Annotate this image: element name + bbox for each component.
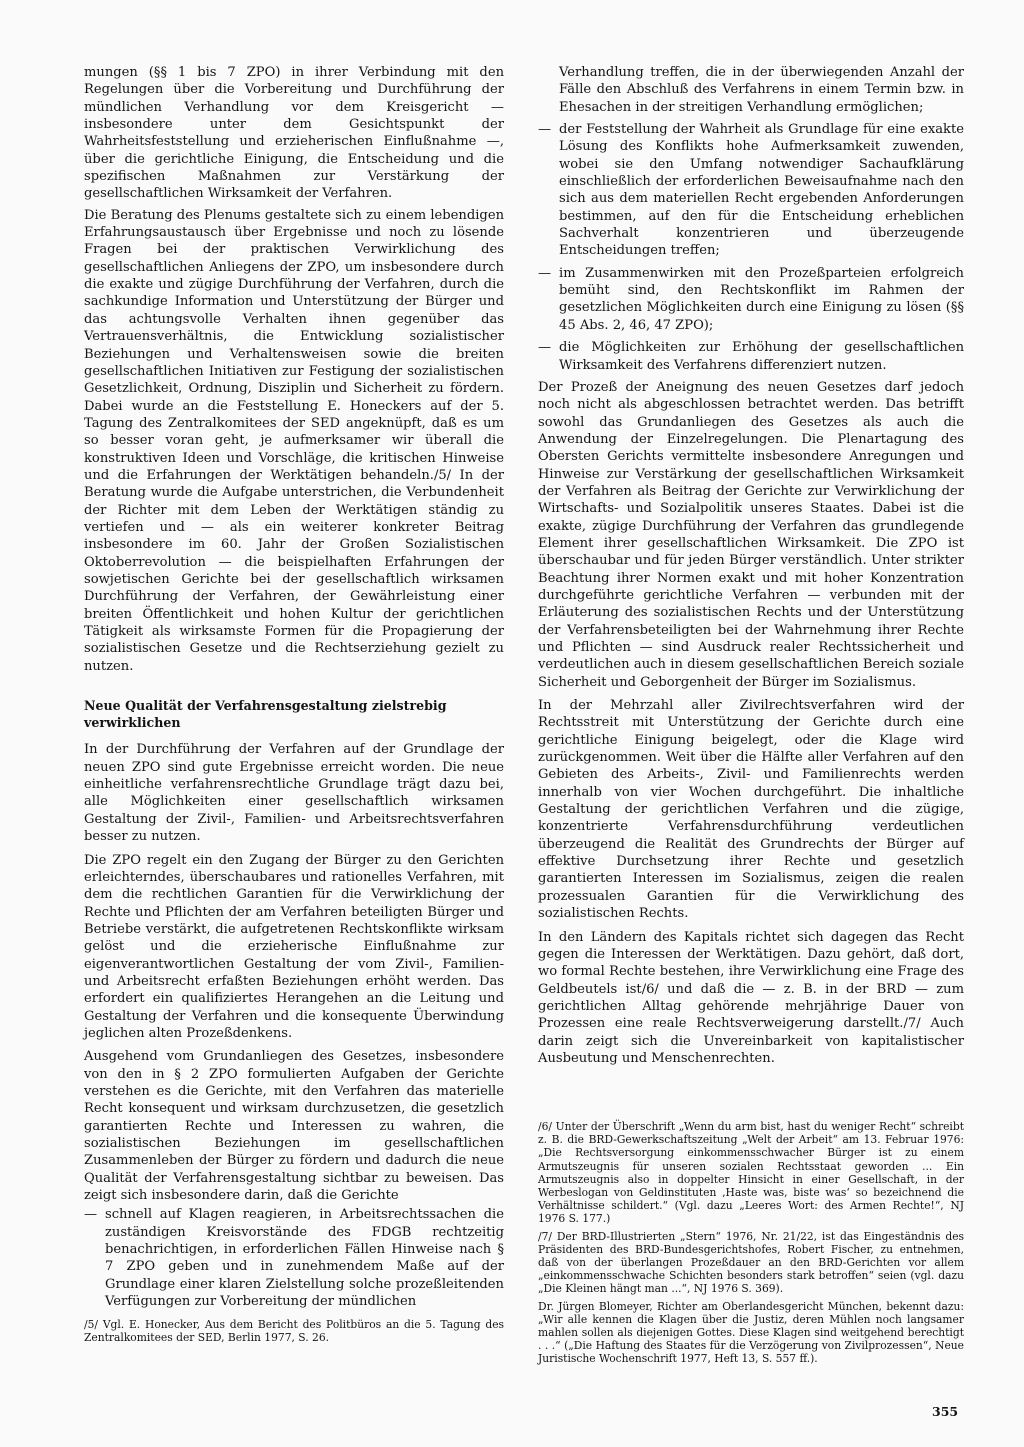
bullet-item: — die Möglichkeiten zur Erhöhung der gesellschaftlichen Wirksamkeit des Verfahrens differenziert nutzen. — [538, 339, 964, 374]
right-paragraph-1: Der Prozeß der Aneignung des neuen Gesetzes darf jedoch noch nicht als abgeschlossen betrachtet werden. Das betrifft sowohl das Grundanliegen des Gesetzes als auch die Anwendung der Einzelregelungen. Die Plenartagung des Obersten Gerichts vermittelte insbesondere Anregungen und Hinweise zur Verstärkung der gesellschaftlichen Wirksamkeit der Verfahren als Beitrag der Gerichte zur Verwirklichung der Wirtschafts- und Sozialpolitik unseres Staates. Dabei ist die exakte, zügige Durchführung der Verfahren das grundlegende Element ihrer gesellschaftlichen Wirksamkeit. Die ZPO ist überschaubar und für jeden Bürger verständlich. Unter strikter Beachtung ihrer Normen exakt und mit hoher Konzentration durchgeführte gerichtliche Verfahren — verbunden mit der Erläuterung des sozialistischen Rechts und der Unterstützung der Verfahrensbeteiligten bei der Wahrnehmung ihrer Rechte und Pflichten — sind Ausdruck realer Rechtssicherheit und verdeutlichen auch in diesem gesellschaftlichen Bereich soziale Sicherheit und Geborgenheit der Bürger im Sozialismus. — [538, 379, 964, 690]
left-paragraph-1: mungen (§§ 1 bis 7 ZPO) in ihrer Verbindung mit den Regelungen über die Vorbereitung und Durchführung der mündlichen Verhandlung vor dem Kreisgericht — insbesondere unter dem Gesichtspunkt der Wahrheitsfeststellung und erzieherischen Einflußnahme —, über die gerichtliche Einigung, die Entscheidung und die spezifischen Maßnahmen zur Verstärkung der gesellschaftlichen Wirksamkeit der Verfahren. — [84, 65, 504, 202]
left-bullet-list — [84, 1206, 504, 1310]
bullet-item: — der Feststellung der Wahrheit als Grundlage für eine exakte Lösung des Konflikts hohe Aufmerksamkeit zuwenden, wobei sie den Umfang notwendiger Sachaufklärung einschließlich der erforderlichen Beweisaufnahme nach den sich aus dem materiellen Recht ergebenden Anforderungen bestimmen, auf den für die Entscheidung erheblichen Sachverhalt konzentrieren und überzeugende Entscheidungen treffen; — [538, 121, 964, 260]
right-column — [538, 64, 964, 1069]
right-paragraph-2: In der Mehrzahl aller Zivilrechtsverfahren wird der Rechtsstreit mit Unterstützung der Gerichte durch eine gerichtliche Einigung beigelegt, oder die Klage wird zurückgenommen. Weit über die Hälfte aller Verfahren auf den Gebieten des Arbeits-, Zivil- und Familienrechts werden innerhalb von vier Wochen durchgeführt. Die inhaltliche Gestaltung der gerichtlichen Verfahren und die zügige, konzentrierte Verfahrensdurchführung verdeutlichen überzeugend die Realität des Grundrechts der Bürger auf effektive Durchsetzung ihrer Rechte und gesetzlich garantierten Interessen im Sozialismus, zeigen die realen prozessualen Garantien für die Verwirklichung des sozialistischen Rechts. — [538, 698, 964, 922]
footnote-6: /6/ Unter der Überschrift „Wenn du arm bist, hast du weniger Recht“ schreibt z. B. die BRD-Gewerkschaftszeitung „Welt der Arbeit“ am 13. Februar 1976: „Die Rechtsversorgung einkommensschwacher Bürger ist zu einem Armutszeugnis für unseren sozialen Rechtsstaat geworden ... Ein Armutszeugnis also in doppelter Hinsicht in einer Gesellschaft, in der Werbeslogan von Geldinstituten ‚Haste was, biste was‘ so bezeichnend die Verhältnisse schildert.“ (Vgl. dazu „Leeres Wort: des Armen Rechte!“, NJ 1976 S. 177.) — [538, 1120, 964, 1226]
footnote-5 — [84, 1318, 504, 1348]
bullet-item: — schnell auf Klagen reagieren, in Arbeitsrechtssachen die zuständigen Kreisvorstände des FDGB rechtzeitig benachrichtigen, in erforderlichen Fällen Hinweise nach § 7 ZPO geben und in zunehmendem Maße auf der Grundlage einer klaren Zielstellung solche prozeßleitenden Verfügungen zur Vorbereitung der mündlichen — [84, 1206, 504, 1310]
footnotes — [538, 1120, 964, 1370]
footnote-8: Dr. Jürgen Blomeyer, Richter am Oberlandesgericht München, bekennt dazu: „Wir alle kennen die Klagen über die Justiz, deren Mühlen noch langsamer mahlen sollen als diejenigen Gottes. Diese Klagen sind weitgehend berechtigt . . .“ („Die Haftung des Staates für die Verzögerung von Zivilprozessen“, Neue Juristische Wochenschrift 1977, Heft 13, S. 557 ff.). — [538, 1299, 964, 1366]
left-column — [84, 64, 504, 1315]
section-heading: Neue Qualität der Verfahrensgestaltung zielstrebig verwirklichen — [84, 698, 447, 731]
right-paragraph-3: In den Ländern des Kapitals richtet sich dagegen das Recht gegen die Interessen der Werktätigen. Dazu gehört, daß dort, wo formal Rechte bestehen, ihre Verwirklichung eine Frage des Geldbeutels ist/6/ und daß die — z. B. in der BRD — zum gerichtlichen Alltag gehörende mehrjährige Dauer von Prozessen eine reale Rechtsverweigerung darstellt./7/ Auch darin zeigt sich die Unvereinbarkeit von kapitalistischer Ausbeutung und Menschenrechten. — [538, 929, 964, 1066]
page-number: 355 — [932, 1404, 959, 1419]
footnote-7: /7/ Der BRD-Illustrierten „Stern“ 1976, Nr. 21/22, ist das Eingeständnis des Präsidenten des BRD-Bundesgerichtshofes, Robert Fischer, zu entnehmen, daß von der überlangen Prozeßdauer an den BRD-Gerichten vor allem „einkommensschwache Schichten besonders stark betroffen“ seien (vgl. dazu „Die Kleinen hängt man ...“, NJ 1976 S. 369). — [538, 1229, 964, 1296]
left-paragraph-5: Ausgehend vom Grundanliegen des Gesetzes, insbesondere von den in § 2 ZPO formulierten Aufgaben der Gerichte verstehen es die Gerichte, mit den Verfahren das materielle Recht konsequent und wirksam durchzusetzen, die gesetzlich garantierten Rechte und Interessen zu wahren, die sozialistischen Beziehungen im gesellschaftlichen Zusammenleben der Bürger zu fördern und dadurch die neue Qualität der Verfahrensgestaltung sichtbar zu beweisen. Das zeigt sich insbesondere darin, daß die Gerichte — [84, 1049, 504, 1204]
left-paragraph-2: Die Beratung des Plenums gestaltete sich zu einem lebendigen Erfahrungsaustausch über Ergebnisse und noch zu lösende Fragen bei der praktischen Verwirklichung des gesellschaftlichen Anliegens der ZPO, um insbesondere durch die exakte und zügige Durchführung der Verfahren, durch die sachkundige Information und Unterstützung der Bürger und das achtungsvolle Verhalten ihnen gegenüber das Vertrauensverhältnis, die Entwicklung sozialistischer Beziehungen und Verhaltensweisen sowie die breiten gesellschaftlichen Initiativen zur Festigung der sozialistischen Gesetzlichkeit, Ordnung, Disziplin und Sicherheit zu fördern. Dabei wurde an die Feststellung E. Honeckers auf der 5. Tagung des Zentralkomitees der SED angeknüpft, daß es um so besser voran geht, je aufmerksamer wir überall die konstruktiven Ideen und Vorschläge, die kritischen Hinweise und die Erfahrungen der Werktätigen behandeln./5/ In der Beratung wurde die Aufgabe unterstrichen, die Verbundenheit der Richter mit dem Leben der Werktätigen ständig zu vertiefen und — als ein weiterer konkreter Beitrag insbesondere im 60. Jahr der Großen Sozialistischen Oktoberrevolution — die beispielhaften Erfahrungen der sowjetischen Gerichte bei der gesellschaftlich wirksamen Durchführung der Verfahren, der Gewährleistung einer breiten Öffentlichkeit und hohen Kultur der gerichtlichen Tätigkeit als wirksamste Formen für die Propagierung der sozialistischen Gesetze und die Rechtserziehung gezielt zu nutzen. — [84, 207, 504, 674]
footnote-text: /5/ Vgl. E. Honecker, Aus dem Bericht des Politbüros an die 5. Tagung des Zentralkomitees der SED, Berlin 1977, S. 26. — [84, 1318, 504, 1345]
bullet-item: — im Zusammenwirken mit den Prozeßparteien erfolgreich bemüht sind, den Rechtskonflikt im Rahmen der gesetzlichen Möglichkeiten durch eine Einigung zu lösen (§§ 45 Abs. 2, 46, 47 ZPO); — [538, 265, 964, 334]
bullet-continuation: Verhandlung treffen, die in der überwiegenden Anzahl der Fälle den Abschluß des Verfahrens in einem Termin bzw. in Ehesachen in der streitigen Verhandlung ermöglichen; — [559, 65, 964, 115]
right-bullet-list — [538, 121, 964, 374]
left-paragraph-4: Die ZPO regelt ein den Zugang der Bürger zu den Gerichten erleichterndes, überschaubares und rationelles Verfahren, mit dem die rechtlichen Garantien für die Verwirklichung der Rechte und Pflichten der am Verfahren beteiligten Bürger und Betriebe verstärkt, die aufgetretenen Rechtskonflikte wirksam gelöst und die erzieherische Einflußnahme zur eigenverantwortlichen Gestaltung der vom Zivil-, Familien- und Arbeitsrecht erfaßten Beziehungen erhöht werden. Das erfordert ein qualifiziertes Herangehen an die Leitung und Gestaltung der Verfahren und die konsequente Überwindung jeglichen alten Prozeßdenkens. — [84, 852, 504, 1041]
left-paragraph-3: In der Durchführung der Verfahren auf der Grundlage der neuen ZPO sind gute Ergebnisse erreicht worden. Die neue einheitliche verfahrensrechtliche Grundlage trägt dazu bei, alle Möglichkeiten einer gesellschaftlich wirksamen Gestaltung der Zivil-, Familien- und Arbeitsrechtsverfahren besser zu nutzen. — [84, 742, 504, 845]
